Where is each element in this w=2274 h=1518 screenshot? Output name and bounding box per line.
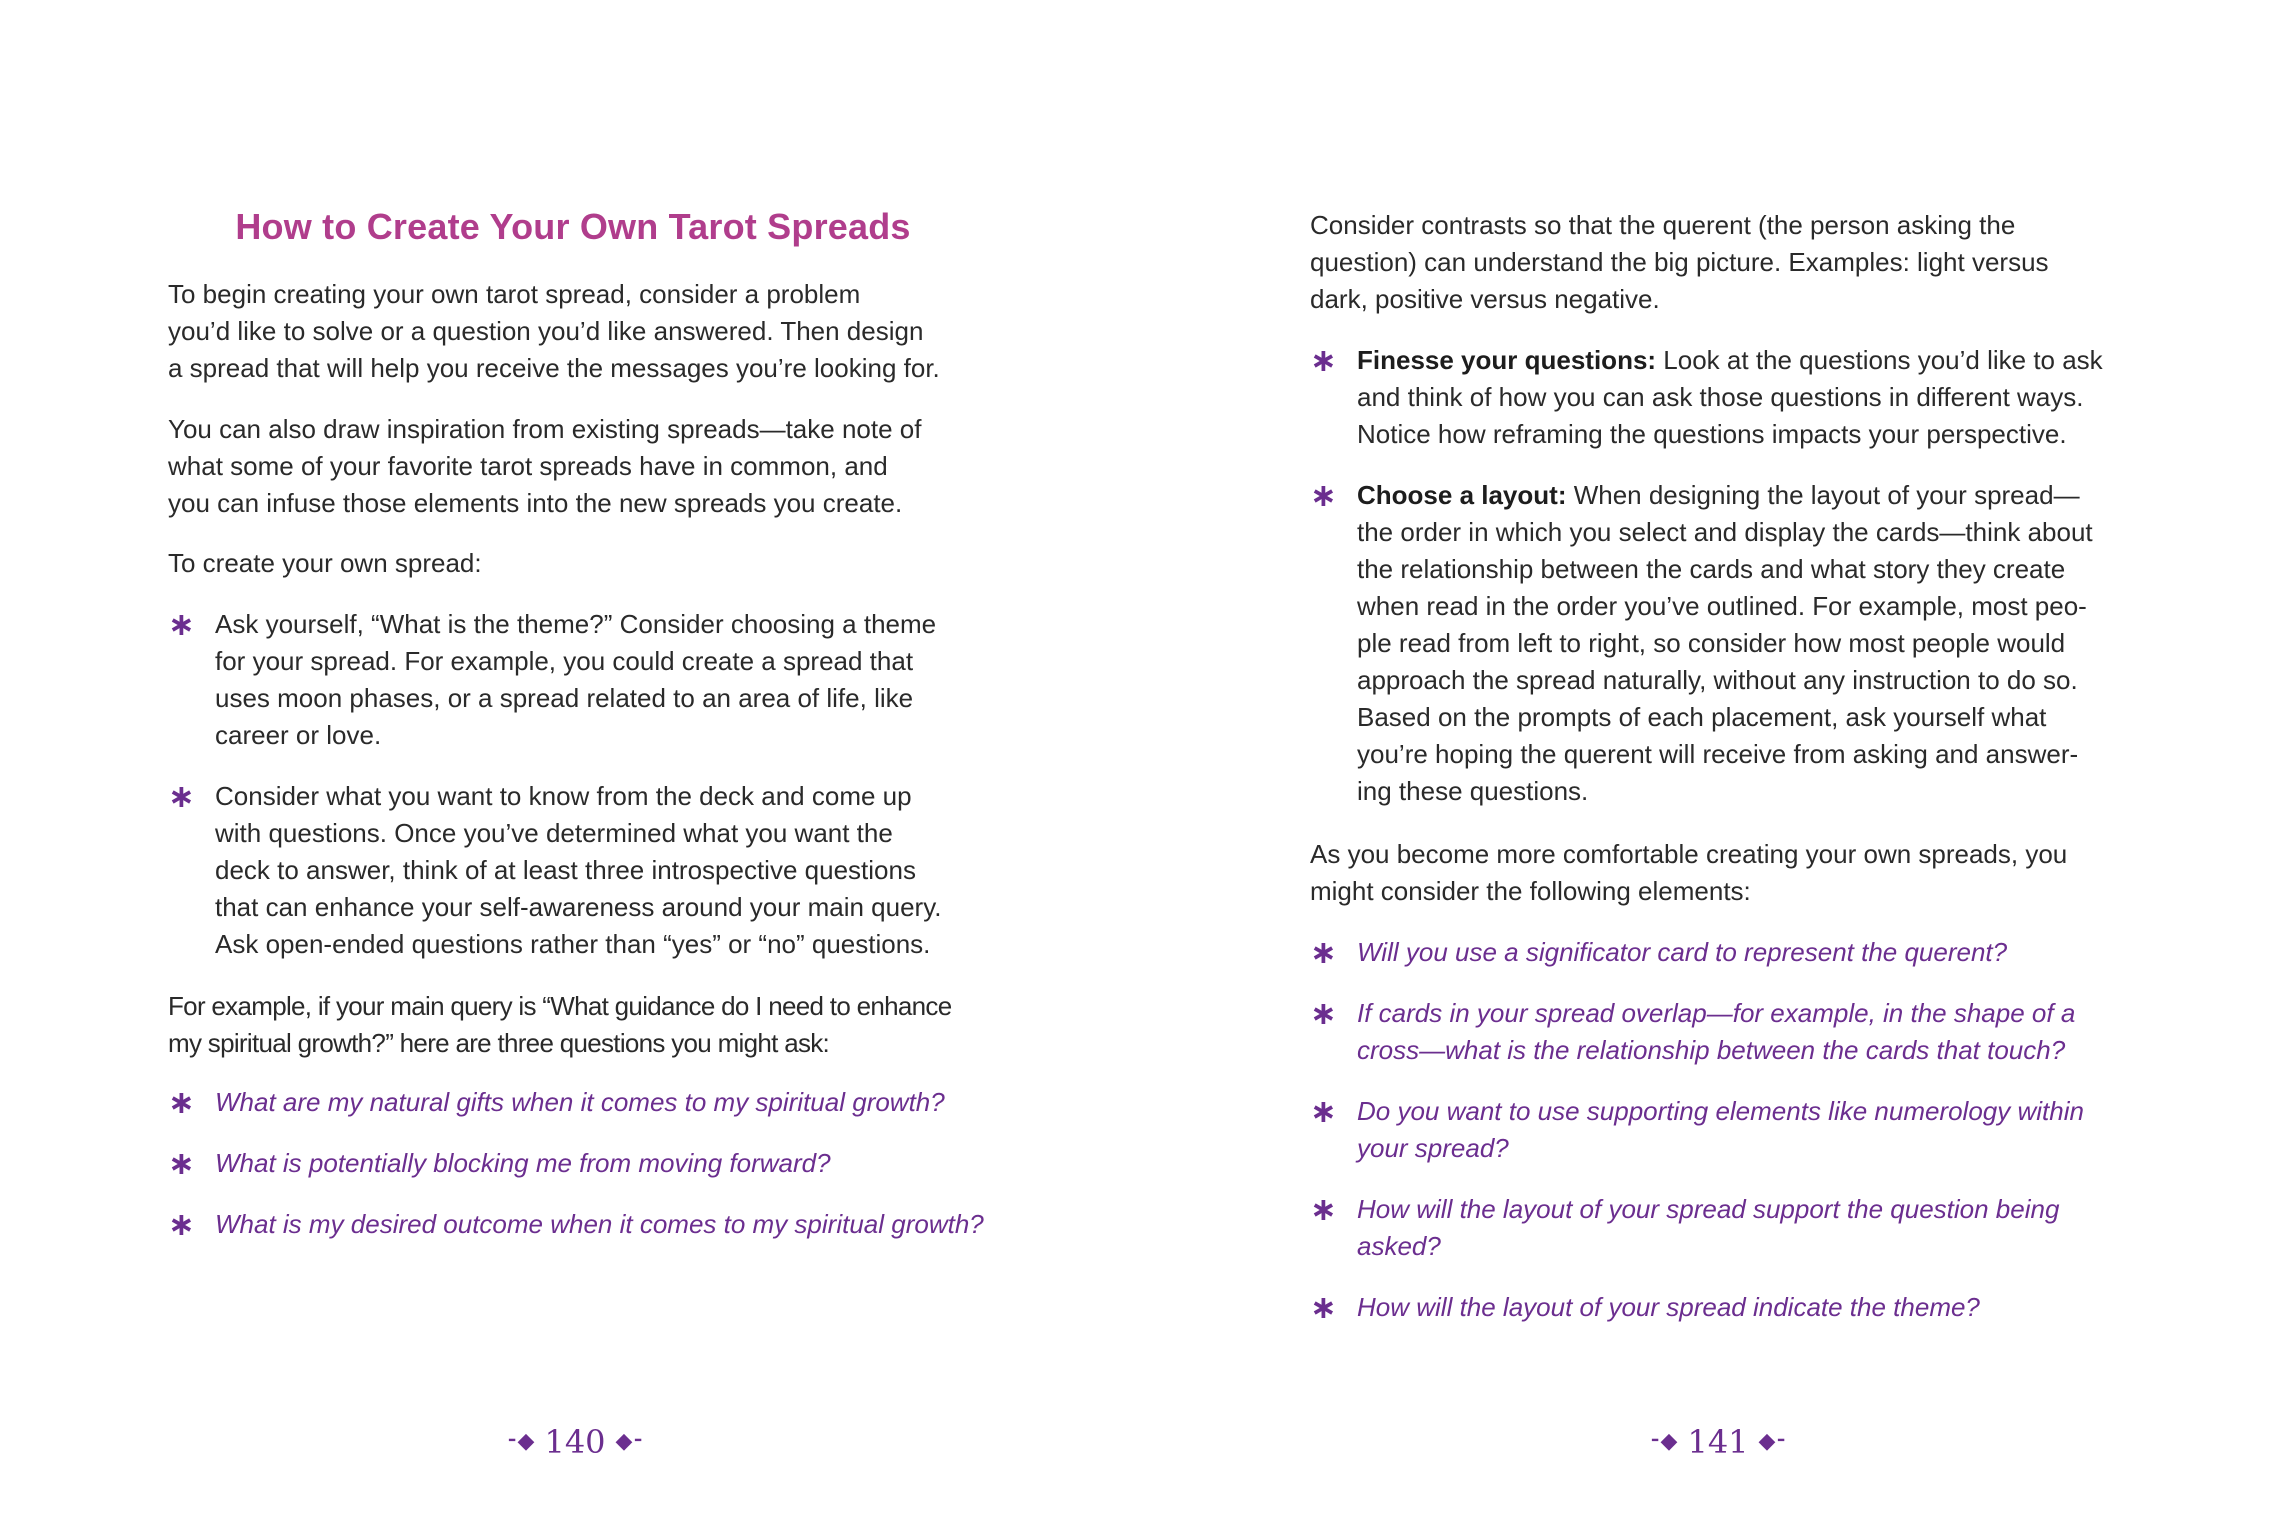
- intro-paragraph: To begin creating your own tarot spread, consider a problem you’d like to solve or a question you’d like answered. Then design a spread that will help you receive the messages you’re looking for.: [168, 279, 940, 383]
- diamond-ornament-icon: ◆⁃: [1758, 1429, 1787, 1454]
- inspiration-paragraph: You can also draw inspiration from existing spreads—take note of what some of your favorite tarot spreads have in common, and you can infuse those elements into the new spreads you create.: [168, 414, 922, 518]
- contrasts-paragraph: Consider contrasts so that the querent (the person asking the question) can understand the big picture. Examples: light versus dark, positive versus negative.: [1310, 210, 2049, 314]
- asterisk-icon: ∗: [1310, 934, 1337, 970]
- asterisk-icon: ∗: [1310, 342, 1337, 378]
- asterisk-icon: ∗: [1310, 1093, 1337, 1129]
- page-number-right: ⁃◆ 141 ◆⁃: [1649, 1422, 1787, 1461]
- asterisk-icon: ∗: [1310, 995, 1337, 1031]
- example-paragraph: For example, if your main query is “What guidance do I need to enhance my spiritual growth?” here are three questions you might ask:: [168, 991, 952, 1058]
- elements-paragraph: As you become more comfortable creating your own spreads, you might consider the following elements:: [1310, 839, 2068, 906]
- create-spread-label: To create your own spread:: [168, 548, 482, 578]
- asterisk-icon: ∗: [168, 1084, 195, 1120]
- page-title: How to Create Your Own Tarot Spreads: [235, 206, 911, 247]
- page-number-left: ⁃◆ 140 ◆⁃: [506, 1422, 644, 1461]
- asterisk-icon: ∗: [168, 778, 195, 814]
- asterisk-icon: ∗: [168, 606, 195, 642]
- asterisk-icon: ∗: [168, 1206, 195, 1242]
- asterisk-icon: ∗: [1310, 1289, 1337, 1325]
- diamond-ornament-icon: ◆⁃: [615, 1429, 644, 1454]
- diamond-ornament-icon: ⁃◆: [506, 1429, 535, 1454]
- diamond-ornament-icon: ⁃◆: [1649, 1429, 1678, 1454]
- asterisk-icon: ∗: [1310, 1191, 1337, 1227]
- asterisk-icon: ∗: [168, 1145, 195, 1181]
- asterisk-icon: ∗: [1310, 477, 1337, 513]
